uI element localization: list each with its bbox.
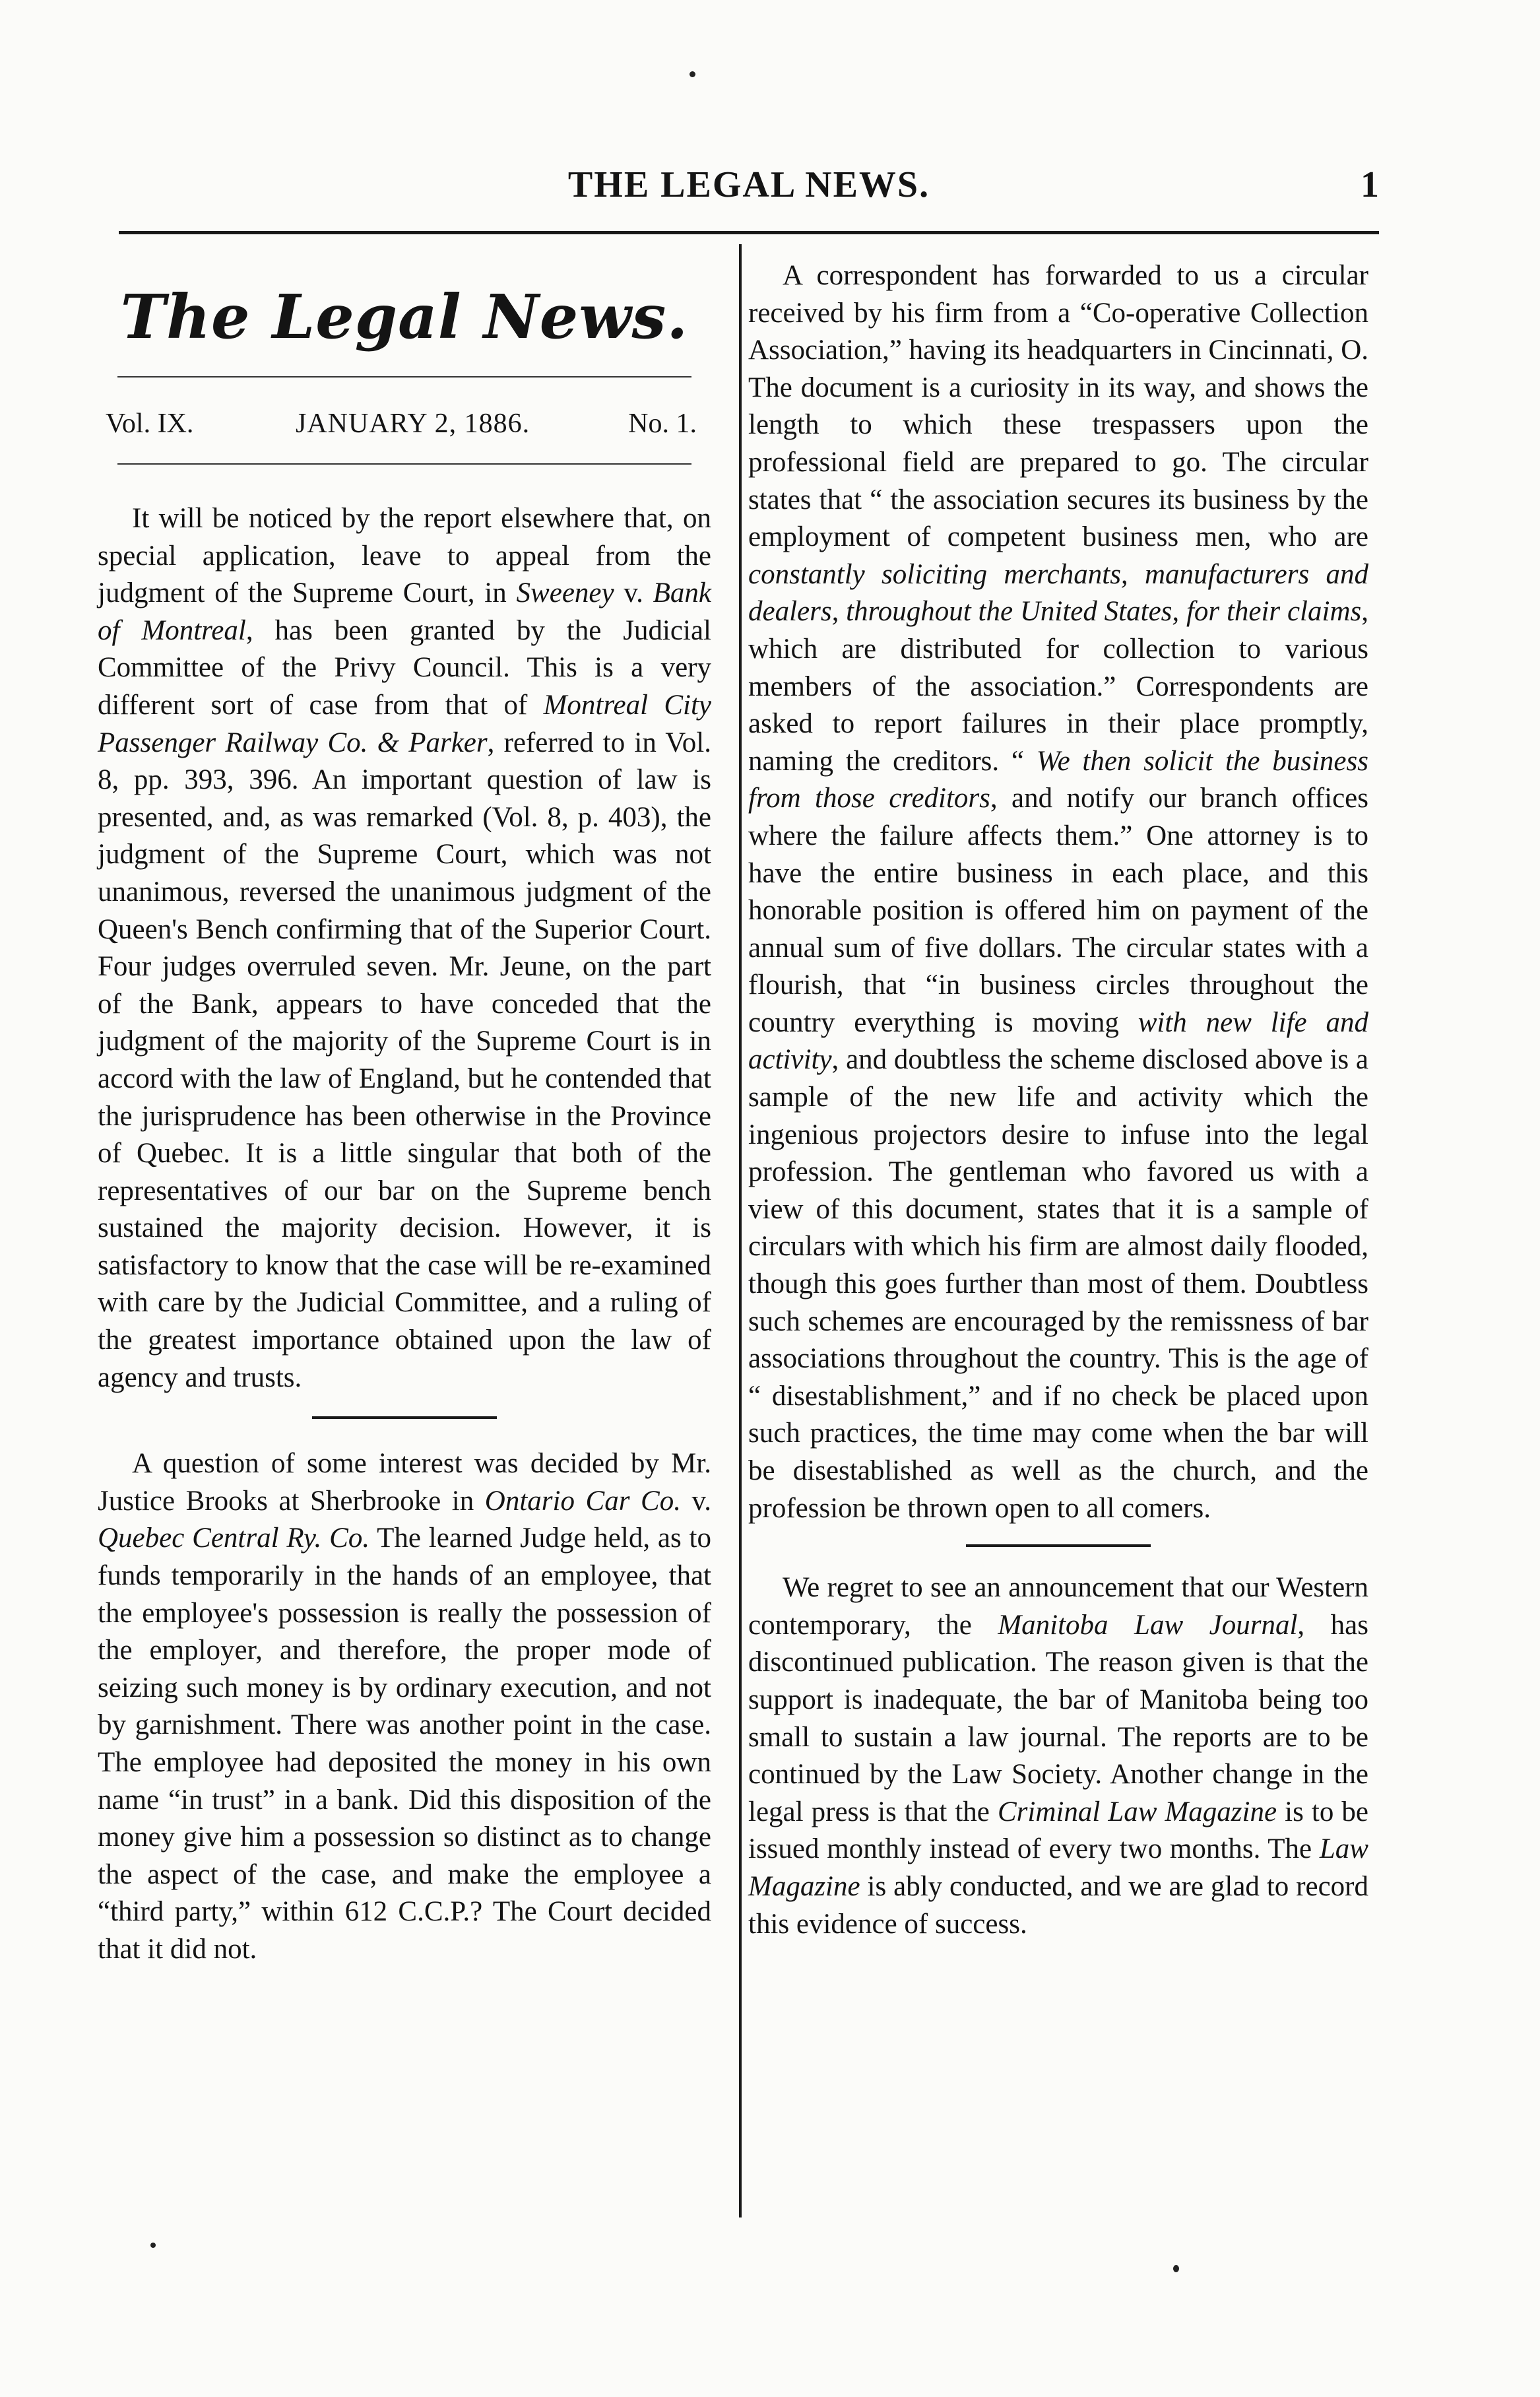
page-number: 1 [1361, 164, 1379, 205]
ink-speck [1173, 2265, 1179, 2272]
paragraph-privy-council-appeal: It will be noticed by the report elsewhere that, on special application, leave to appeal from the judgment of the Supreme Court, in Sweeney v. Bank of Montreal, has been granted by the Judicial Committee of the Privy Council. This is a very different sort of case from that of Montreal City Passenger Railway Co. & Parker, referred to in Vol. 8, pp. 393, 396. An important question of law is presented, and, as was remarked (Vol. 8, p. 403), the judgment of the Supreme Court, which was not unanimous, reversed the unanimous judgment of the Queen's Bench confirming that of the Superior Court. Four judges overruled seven. Mr. Jeune, on the part of the Bank, appears to have conceded that the judgment of the majority of the Supreme Court is in accord with the law of England, but he contended that the jurisprudence has been otherwise in the Province of Quebec. It is a little singular that both of the representatives of our bar on the Supreme bench sustained the majority decision. However, it is satisfactory to know that the case will be re-examined with care by the Judicial Committee, and a ruling of the greatest importance obtained upon the law of agency and trusts. [98, 503, 711, 1393]
right-column [748, 257, 1368, 1943]
section-divider [966, 1544, 1151, 1547]
header-rule [119, 231, 1379, 234]
issue-volume: Vol. IX. [106, 409, 194, 439]
issue-line [98, 378, 711, 463]
section-divider [312, 1416, 497, 1419]
left-column [98, 257, 711, 1969]
ink-speck [690, 71, 695, 77]
ink-speck [150, 2243, 156, 2248]
masthead-title: The Legal News. [120, 281, 689, 352]
running-head [119, 164, 1379, 216]
running-title: THE LEGAL NEWS. [567, 164, 930, 205]
paragraph-garnishment-case: A question of some interest was decided by Mr. Justice Brooks at Sherbrooke in Ontario Car Co. v. Quebec Central Ry. Co. The learned Judge held, as to funds temporarily in the hands of an employee, that the employee's possession is really the possession of the employer, and therefore, the proper mode of seizing such money is by ordinary execution, and not by garnishment. There was another point in the case. The employee had deposited the money in his own name “in trust” in a bank. Did this disposition of the money give him a possession so distinct as to change the aspect of the case, and make the employee a “third party,” within 612 C.C.P.? The Court decided that it did not. [98, 1448, 712, 1965]
issue-date: JANUARY 2, 1886. [296, 409, 530, 439]
paragraph-manitoba-law-journal: We regret to see an announcement that our Western contemporary, the Manitoba Law Journal, has discontinued publication. The reason given is that the support is inadequate, the bar of Manitoba being too small to sustain a law journal. The reports are to be continued by the Law Society. Another change in the legal press is that the Criminal Law Magazine is to be issued monthly instead of every two months. The Law Magazine is ably conducted, and we are glad to record this evidence of success. [748, 1572, 1369, 1940]
issue-number: No. 1. [628, 409, 697, 439]
column-divider [739, 244, 742, 2217]
paragraph-collection-association: A correspondent has forwarded to us a circular received by his firm from a “Co-operative Collection Association,” having its headquarters in Cincinnati, O. The document is a curiosity in its way, and shows the length to which these trespassers upon the professional field are prepared to go. The circular states that “ the association secures its business by the employment of competent business men, who are constantly soliciting merchants, manufacturers and dealers, throughout the United States, for their claims, which are distributed for collection to various members of the association.” Correspondents are asked to report failures in their place promptly, naming the creditors. “ We then solicit the business from those creditors, and notify our branch offices where the failure affects them.” One attorney is to have the entire business in each place, and this honorable position is offered him on payment of the annual sum of five dollars. The circular states with a flourish, that “in business circles throughout the country everything is moving with new life and activity, and doubtless the scheme disclosed above is a sample of the new life and activity which the ingenious projectors desire to infuse into the legal profession. The gentleman who favored us with a view of this document, states that it is a sample of circulars with which his firm are almost daily flooded, though this goes further than most of them. Doubtless such schemes are encouraged by the remissness of bar associations throughout the country. This is the age of “ disestablishment,” and if no check be placed upon such practices, the time may come when the bar will be disestablished as well as the church, and the profession be thrown open to all comers. [748, 260, 1368, 1524]
